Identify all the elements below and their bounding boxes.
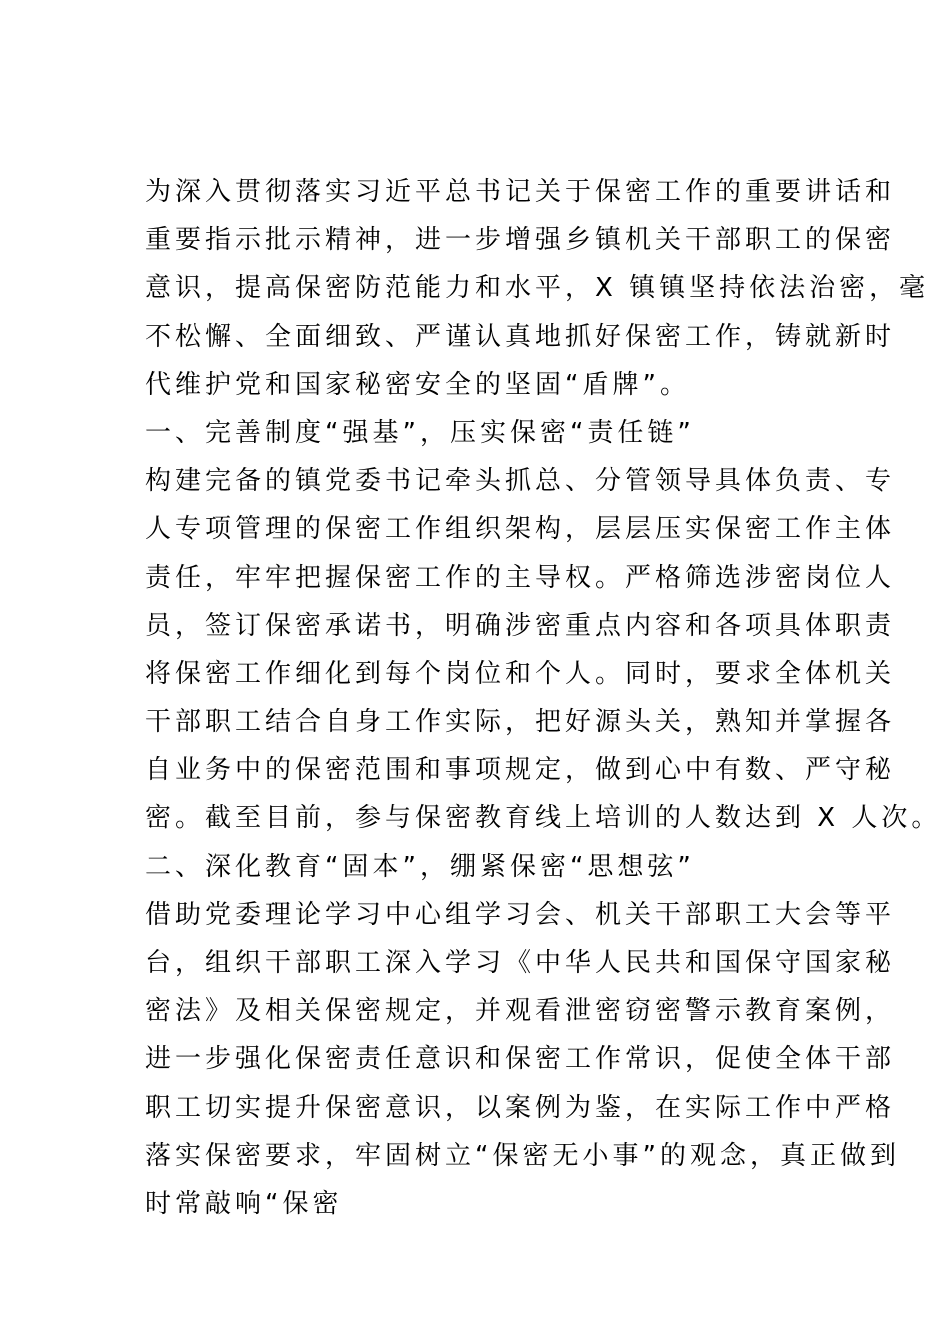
intro-line: 不松懈、全面细致、严谨认真地抓好保密工作，铸就新时 bbox=[145, 321, 896, 352]
section-2-line: 密法》及相关保密规定，并观看泄密窃密警示教育案例， bbox=[145, 996, 896, 1027]
section-2-line: 台，组织干部职工深入学习《中华人民共和国保守国家秘 bbox=[145, 948, 896, 978]
intro-line: 代维护党和国家秘密安全的坚固“盾牌”。 bbox=[145, 369, 690, 400]
section-1-line: 密。截至目前，参与保密教育线上培训的人数达到 X 人次。 bbox=[145, 803, 942, 834]
section-1-line: 人专项管理的保密工作组织架构，层层压实保密工作主体 bbox=[145, 514, 896, 545]
section-heading-1: 一、完善制度“强基”，压实保密“责任链” bbox=[145, 417, 695, 448]
section-2-line: 职工切实提升保密意识，以案例为鉴，在实际工作中严格 bbox=[145, 1092, 896, 1123]
section-heading-2: 二、深化教育“固本”，绷紧保密“思想弦” bbox=[145, 851, 695, 882]
section-1-line: 构建完备的镇党委书记牵头抓总、分管领导具体负责、专 bbox=[145, 466, 896, 497]
section-2-line: 借助党委理论学习中心组学习会、机关干部职工大会等平 bbox=[145, 899, 896, 930]
section-1-line: 员，签订保密承诺书，明确涉密重点内容和各项具体职责 bbox=[145, 610, 896, 641]
intro-line: 重要指示批示精神，进一步增强乡镇机关干部职工的保密 bbox=[145, 225, 896, 256]
section-1-line: 干部职工结合自身工作实际，把好源头关，熟知并掌握各 bbox=[145, 707, 896, 738]
section-1-line: 责任，牢牢把握保密工作的主导权。严格筛选涉密岗位人 bbox=[145, 562, 896, 593]
section-1-line: 将保密工作细化到每个岗位和个人。同时，要求全体机关 bbox=[145, 658, 896, 689]
section-1-line: 自业务中的保密范围和事项规定，做到心中有数、严守秘 bbox=[145, 755, 896, 786]
intro-line: 意识，提高保密防范能力和水平，X 镇镇坚持依法治密，毫 bbox=[145, 273, 930, 304]
section-2-line: 时常敲响“保密 bbox=[145, 1188, 343, 1219]
section-2-line: 进一步强化保密责任意识和保密工作常识，促使全体干部 bbox=[145, 1044, 896, 1075]
intro-line: 为深入贯彻落实习近平总书记关于保密工作的重要讲话和 bbox=[145, 177, 896, 207]
document-body bbox=[145, 168, 942, 1228]
section-2-line: 落实保密要求，牢固树立“保密无小事”的观念，真正做到 bbox=[145, 1140, 900, 1171]
